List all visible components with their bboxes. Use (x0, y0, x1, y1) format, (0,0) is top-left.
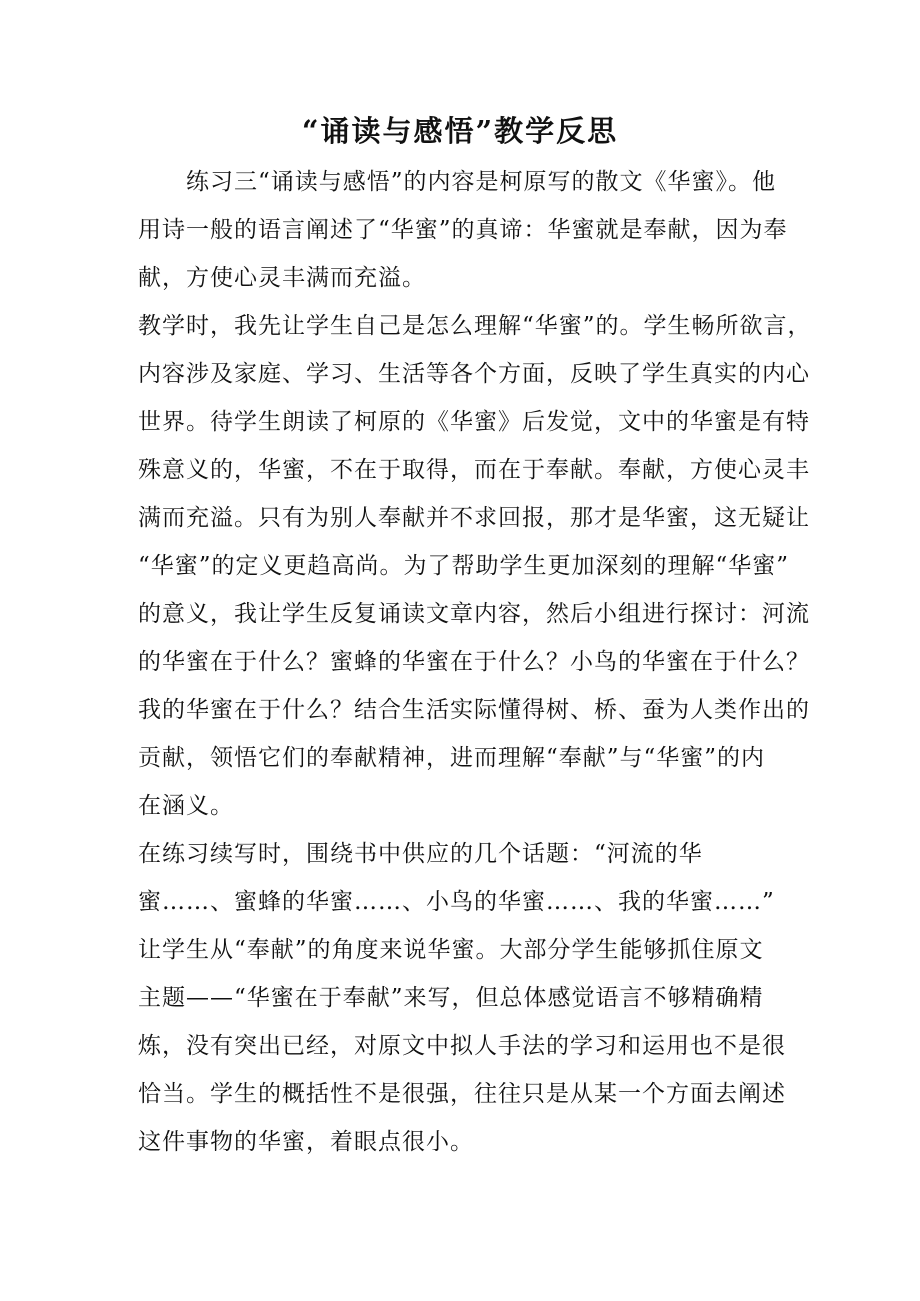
paragraph-line: 献，方使心灵丰满而充溢。 (138, 265, 426, 291)
paragraph-line: 贡献，领悟它们的奉献精神，进而理解“奉献”与“华蜜”的内 (138, 745, 766, 771)
paragraph-line: 主题——“华蜜在于奉献”来写，但总体感觉语言不够精确精 (138, 985, 764, 1011)
paragraph-line: 在练习续写时，围绕书中供应的几个话题：“河流的华 (138, 841, 703, 867)
paragraph-line: 的意义，我让学生反复诵读文章内容，然后小组进行探讨：河流 (138, 601, 810, 627)
paragraph-line: 这件事物的华蜜，着眼点很小。 (138, 1129, 474, 1155)
paragraph-line: 用诗一般的语言阐述了“华蜜”的真谛：华蜜就是奉献，因为奉 (138, 217, 788, 243)
paragraph-line: 恰当。学生的概括性不是很强，往往只是从某一个方面去阐述 (138, 1081, 786, 1107)
paragraph-line: 在涵义。 (138, 793, 234, 819)
paragraph-line: 练习三“诵读与感悟”的内容是柯原写的散文《华蜜》。他 (186, 169, 777, 195)
paragraph-line: 我的华蜜在于什么？结合生活实际懂得树、桥、蚕为人类作出的 (138, 697, 810, 723)
paragraph-line: 殊意义的，华蜜，不在于取得，而在于奉献。奉献，方使心灵丰 (138, 457, 810, 483)
paragraph-line: 世界。待学生朗读了柯原的《华蜜》后发觉，文中的华蜜是有特 (138, 409, 810, 435)
paragraph-line: 蜜……、蜜蜂的华蜜……、小鸟的华蜜……、我的华蜜……” (138, 889, 775, 915)
paragraph-line: 内容涉及家庭、学习、生活等各个方面，反映了学生真实的内心 (138, 361, 810, 387)
paragraph-line: 炼，没有突出已经，对原文中拟人手法的学习和运用也不是很 (138, 1033, 786, 1059)
page-title: “诵读与感悟”教学反思 (301, 114, 619, 148)
paragraph-line: 让学生从“奉献”的角度来说华蜜。大部分学生能够抓住原文 (138, 937, 764, 963)
paragraph-line: “华蜜”的定义更趋高尚。为了帮助学生更加深刻的理解“华蜜” (138, 553, 790, 579)
paragraph-line: 教学时，我先让学生自己是怎么理解“华蜜”的。学生畅所欲言， (138, 313, 812, 339)
paragraph-line: 的华蜜在于什么？蜜蜂的华蜜在于什么？小鸟的华蜜在于什么？ (138, 649, 810, 675)
paragraph-line: 满而充溢。只有为别人奉献并不求回报，那才是华蜜，这无疑让 (138, 505, 810, 531)
